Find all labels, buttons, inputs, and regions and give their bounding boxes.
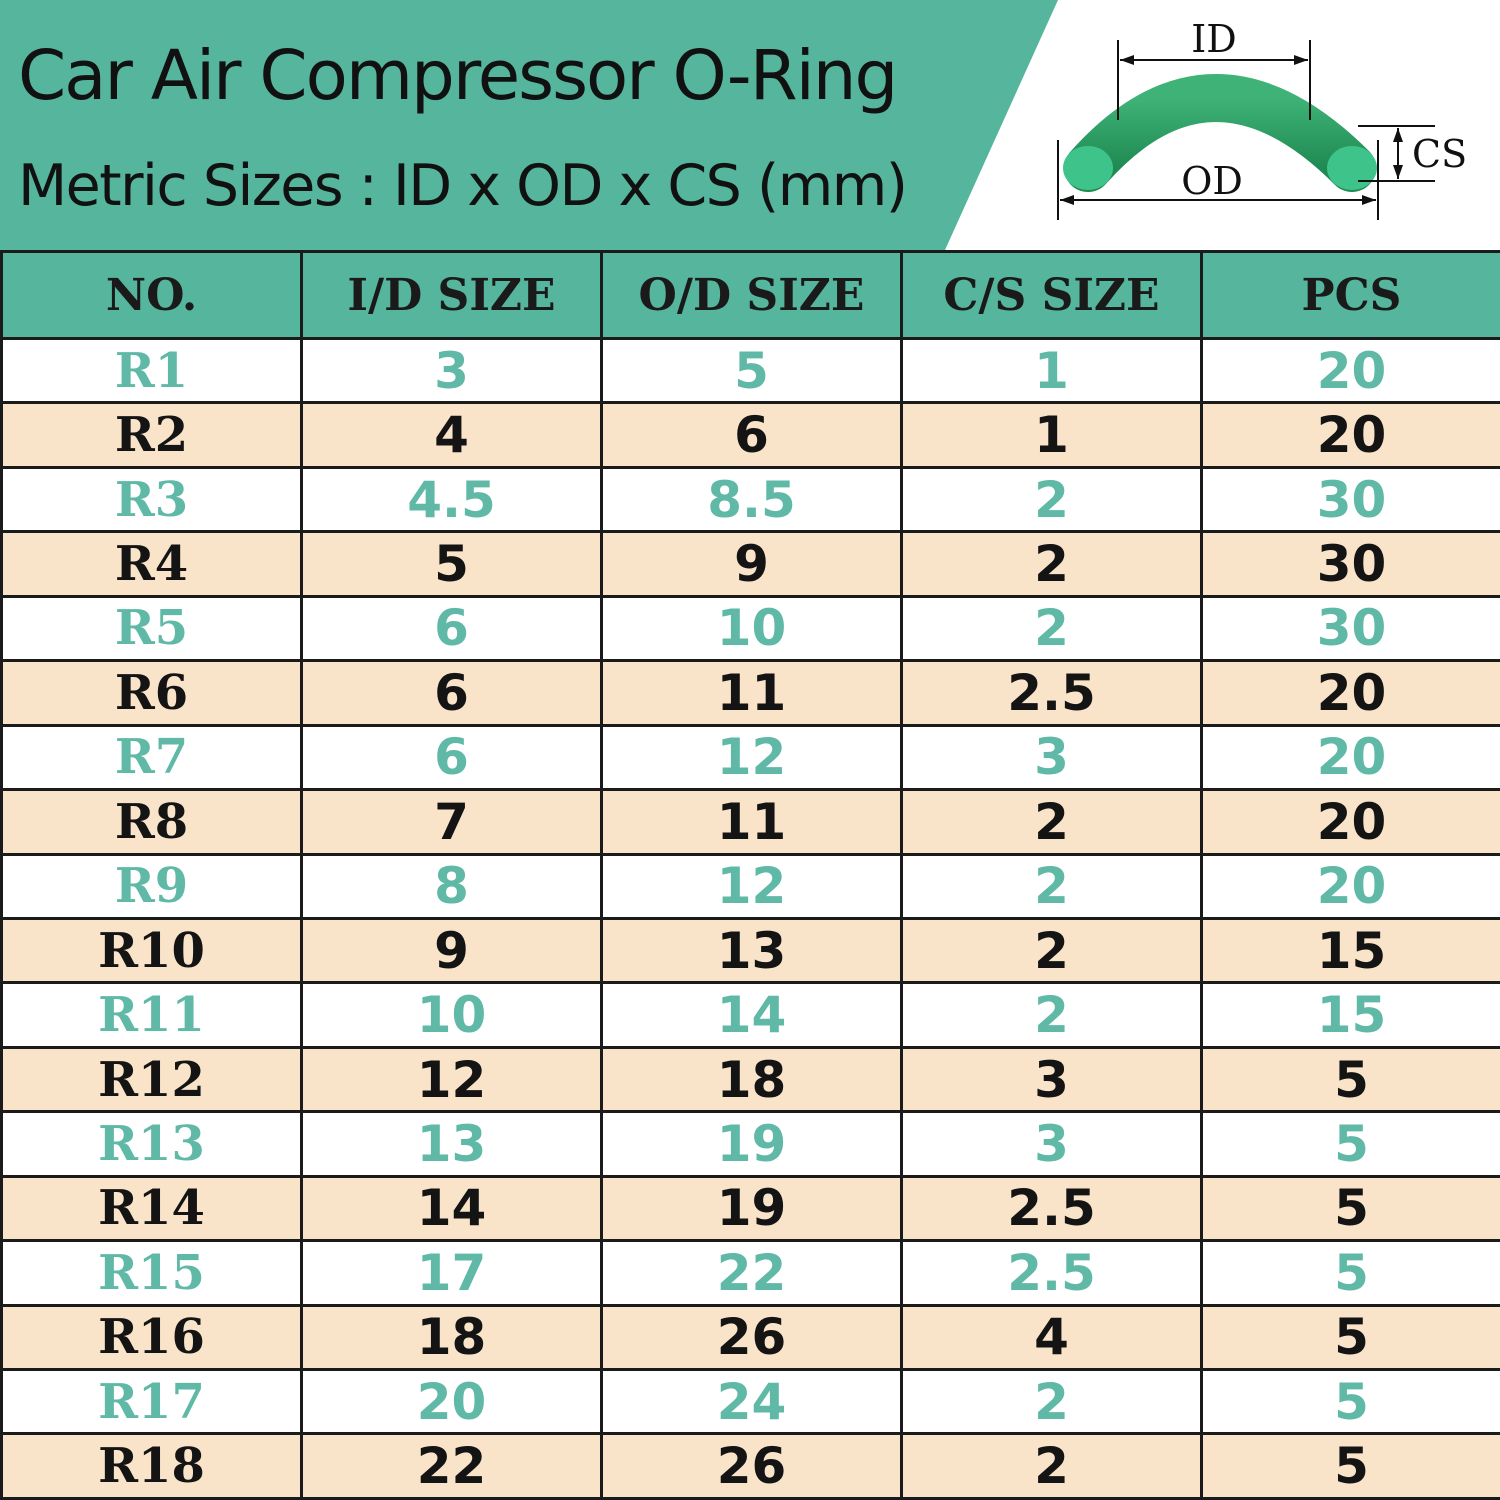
- cell-no: R16: [2, 1305, 302, 1369]
- cell-cs-size: 1: [902, 339, 1202, 403]
- cs-label: CS: [1412, 132, 1468, 176]
- cell-pcs: 20: [1202, 661, 1500, 725]
- table-row: [2, 1305, 1500, 1369]
- cell-cs-size: 2: [902, 983, 1202, 1047]
- cell-pcs: 5: [1202, 1370, 1500, 1434]
- cell-no: R11: [2, 983, 302, 1047]
- table-row: [2, 983, 1500, 1047]
- o-ring-arc: [1088, 98, 1352, 168]
- cell-id-size: 9: [302, 918, 602, 982]
- table-row: [2, 403, 1500, 467]
- cell-pcs: 5: [1202, 1047, 1500, 1111]
- cell-cs-size: 3: [902, 725, 1202, 789]
- cell-id-size: 6: [302, 596, 602, 660]
- table-row: [2, 1047, 1500, 1111]
- cell-id-size: 14: [302, 1176, 602, 1240]
- cell-no: R4: [2, 532, 302, 596]
- table-row: [2, 339, 1500, 403]
- cell-id-size: 12: [302, 1047, 602, 1111]
- cell-cs-size: 2: [902, 467, 1202, 531]
- cell-od-size: 19: [602, 1112, 902, 1176]
- cell-id-size: 3: [302, 339, 602, 403]
- o-ring-left-cross-section: [1063, 146, 1113, 190]
- table-row: [2, 854, 1500, 918]
- table-header-row: [2, 252, 1500, 339]
- table-row: [2, 596, 1500, 660]
- cell-od-size: 8.5: [602, 467, 902, 531]
- table-row: [2, 918, 1500, 982]
- cell-cs-size: 2: [902, 854, 1202, 918]
- cell-cs-size: 1: [902, 403, 1202, 467]
- table-row: [2, 1241, 1500, 1305]
- cell-id-size: 7: [302, 790, 602, 854]
- table-row: [2, 467, 1500, 531]
- cell-pcs: 20: [1202, 725, 1500, 789]
- table-row: [2, 1176, 1500, 1240]
- column-header-no: NO.: [2, 252, 302, 339]
- cell-pcs: 5: [1202, 1434, 1500, 1499]
- cell-od-size: 10: [602, 596, 902, 660]
- cell-id-size: 4.5: [302, 467, 602, 531]
- cell-cs-size: 2.5: [902, 661, 1202, 725]
- table-row: [2, 790, 1500, 854]
- cell-od-size: 13: [602, 918, 902, 982]
- cell-no: R5: [2, 596, 302, 660]
- cell-od-size: 11: [602, 790, 902, 854]
- cell-cs-size: 2.5: [902, 1176, 1202, 1240]
- cell-no: R7: [2, 725, 302, 789]
- column-header-pcs: PCS: [1202, 252, 1500, 339]
- o-ring-right-cross-section: [1327, 146, 1377, 190]
- cell-id-size: 18: [302, 1305, 602, 1369]
- cell-od-size: 26: [602, 1434, 902, 1499]
- cell-pcs: 5: [1202, 1241, 1500, 1305]
- cell-od-size: 19: [602, 1176, 902, 1240]
- cell-no: R15: [2, 1241, 302, 1305]
- cell-no: R10: [2, 918, 302, 982]
- cell-no: R1: [2, 339, 302, 403]
- cell-cs-size: 2: [902, 1370, 1202, 1434]
- cell-cs-size: 2: [902, 790, 1202, 854]
- cell-no: R13: [2, 1112, 302, 1176]
- id-label: ID: [1191, 17, 1237, 61]
- cell-id-size: 6: [302, 661, 602, 725]
- cell-pcs: 20: [1202, 854, 1500, 918]
- cell-od-size: 9: [602, 532, 902, 596]
- cell-no: R12: [2, 1047, 302, 1111]
- cell-pcs: 5: [1202, 1305, 1500, 1369]
- cell-no: R6: [2, 661, 302, 725]
- cell-no: R3: [2, 467, 302, 531]
- cell-no: R14: [2, 1176, 302, 1240]
- cell-od-size: 14: [602, 983, 902, 1047]
- cell-od-size: 26: [602, 1305, 902, 1369]
- column-header-id-size: I/D SIZE: [302, 252, 602, 339]
- table-row: [2, 661, 1500, 725]
- cell-no: R8: [2, 790, 302, 854]
- cell-cs-size: 4: [902, 1305, 1202, 1369]
- cell-no: R18: [2, 1434, 302, 1499]
- header-banner: [0, 0, 1500, 250]
- cell-pcs: 30: [1202, 596, 1500, 660]
- cell-id-size: 8: [302, 854, 602, 918]
- o-ring-size-table: [0, 250, 1500, 1500]
- cell-pcs: 20: [1202, 339, 1500, 403]
- cell-pcs: 15: [1202, 983, 1500, 1047]
- cell-cs-size: 2: [902, 596, 1202, 660]
- cell-cs-size: 2: [902, 918, 1202, 982]
- table-row: [2, 532, 1500, 596]
- cell-od-size: 6: [602, 403, 902, 467]
- table-row: [2, 1370, 1500, 1434]
- cell-od-size: 11: [602, 661, 902, 725]
- column-header-cs-size: C/S SIZE: [902, 252, 1202, 339]
- cell-cs-size: 3: [902, 1047, 1202, 1111]
- o-ring-diagram: [1040, 10, 1500, 235]
- cell-id-size: 20: [302, 1370, 602, 1434]
- cell-cs-size: 2: [902, 532, 1202, 596]
- cell-pcs: 30: [1202, 532, 1500, 596]
- cell-id-size: 5: [302, 532, 602, 596]
- table-row: [2, 1434, 1500, 1499]
- cell-id-size: 22: [302, 1434, 602, 1499]
- cell-pcs: 30: [1202, 467, 1500, 531]
- cell-id-size: 10: [302, 983, 602, 1047]
- cell-pcs: 15: [1202, 918, 1500, 982]
- cell-pcs: 5: [1202, 1112, 1500, 1176]
- cell-cs-size: 3: [902, 1112, 1202, 1176]
- cell-cs-size: 2: [902, 1434, 1202, 1499]
- cell-od-size: 22: [602, 1241, 902, 1305]
- page-title: Car Air Compressor O-Ring: [18, 36, 897, 116]
- cell-od-size: 12: [602, 725, 902, 789]
- cell-pcs: 20: [1202, 403, 1500, 467]
- cell-od-size: 12: [602, 854, 902, 918]
- cell-od-size: 5: [602, 339, 902, 403]
- cell-id-size: 6: [302, 725, 602, 789]
- table-row: [2, 1112, 1500, 1176]
- cell-od-size: 24: [602, 1370, 902, 1434]
- cell-pcs: 20: [1202, 790, 1500, 854]
- cell-no: R17: [2, 1370, 302, 1434]
- od-label: OD: [1181, 159, 1243, 203]
- cell-od-size: 18: [602, 1047, 902, 1111]
- cell-id-size: 13: [302, 1112, 602, 1176]
- cell-no: R9: [2, 854, 302, 918]
- cell-cs-size: 2.5: [902, 1241, 1202, 1305]
- cell-id-size: 4: [302, 403, 602, 467]
- cell-pcs: 5: [1202, 1176, 1500, 1240]
- page-subtitle: Metric Sizes : ID x OD x CS (mm): [18, 153, 907, 219]
- table-row: [2, 725, 1500, 789]
- cell-id-size: 17: [302, 1241, 602, 1305]
- cell-no: R2: [2, 403, 302, 467]
- column-header-od-size: O/D SIZE: [602, 252, 902, 339]
